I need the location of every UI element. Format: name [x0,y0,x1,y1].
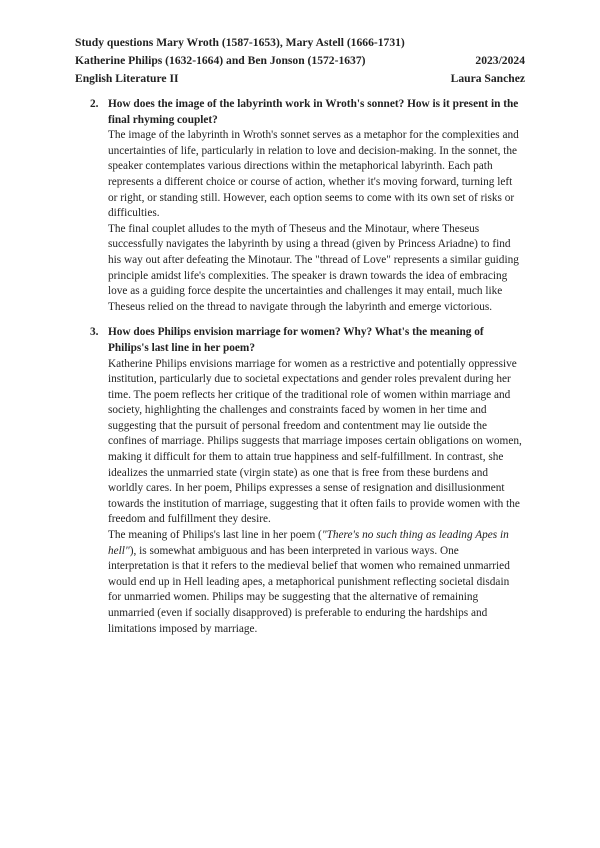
answer-text: ), is somewhat ambiguous and has been interpreted in various ways. One interpretation is that it refers to the medieval belief that women who remained unmarried would end up in Hell leading apes, a metaphorical punishment reflecting societal disdain for unmarried women. Philips may be suggesting that the alternative of remaining unmarried (even if socially disapproved) is preferable to enduring the hardships and limitations imposed by marriage. [108,544,510,635]
header-line-2 [75,52,525,70]
question-number: 2. [90,98,99,110]
header-student-name: Laura Sanchez [450,72,525,85]
document-header [75,34,525,88]
answer-paragraph [108,528,522,637]
question-title: How does the image of the labyrinth work in Wroth's sonnet? How is it present in the final rhyming couplet? [108,98,519,126]
question-body [108,325,522,637]
header-line-1 [75,34,525,52]
question-item [90,97,522,315]
header-academic-year: 2023/2024 [475,54,525,67]
question-body [108,97,522,315]
question-number: 3. [90,326,99,339]
header-subject: English Literature II [75,72,179,85]
header-course-title: Study questions Mary Wroth (1587-1653), Mary Astell (1666-1731) [75,36,405,49]
poem-quote: "There's no such thing as leading Apes in hell" [108,529,509,557]
header-authors: Katherine Philips (1632-1664) and Ben Jonson (1572-1637) [75,54,366,67]
answer-paragraph: The image of the labyrinth in Wroth's sonnet serves as a metaphor for the complexities and uncertainties of life, particularly in relation to love and decision-making. In the sonnet, the speaker contemplates various directions within the metaphorical labyrinth. Each path represents a different choice or course of action, whether it's moving forward, turning left or right, or standing still. However, each option seems to come with its own set of risks or difficulties. [108,129,519,220]
header-line-3 [75,70,525,88]
answer-text: The meaning of Philips's last line in her poem ( [108,529,322,542]
answer-paragraph: The final couplet alludes to the myth of Theseus and the Minotaur, where Theseus successfully navigates the labyrinth by using a thread (given by Princess Ariadne) to find his way out after defeating the Minotaur. The "thread of Love" represents a similar guiding principle amidst life's complexities. The speaker is drawn towards the idea of embracing love as a guiding force despite the uncertainties and challenges it may entail, much like Theseus relied on the thread to navigate through the labyrinth and emerge victorious. [108,222,519,313]
question-item [90,325,522,637]
question-list [90,97,522,647]
answer-paragraph: Katherine Philips envisions marriage for women as a restrictive and potentially oppressive institution, particularly due to societal expectations and gender roles prevalent during her time. The poem reflects her critique of the traditional role of women within marriage and society, highlighting the challenges and constraints faced by women in her time and suggesting that the pursuit of personal freedom and contentment may lie outside the confines of marriage. Philips suggests that marriage imposes certain obligations on women, making it difficult for them to attain true happiness and self-fulfillment. In contrast, she idealizes the unmarried state (virgin state) as one that is free from these burdens and worldly cares. In her poem, Philips expresses a sense of resignation and disillusionment towards the institution of marriage, suggesting that it often fails to provide women with the freedom and fulfillment they desire. [108,357,522,526]
question-title: How does Philips envision marriage for women? Why? What's the meaning of Philips's last line in her poem? [108,326,484,354]
